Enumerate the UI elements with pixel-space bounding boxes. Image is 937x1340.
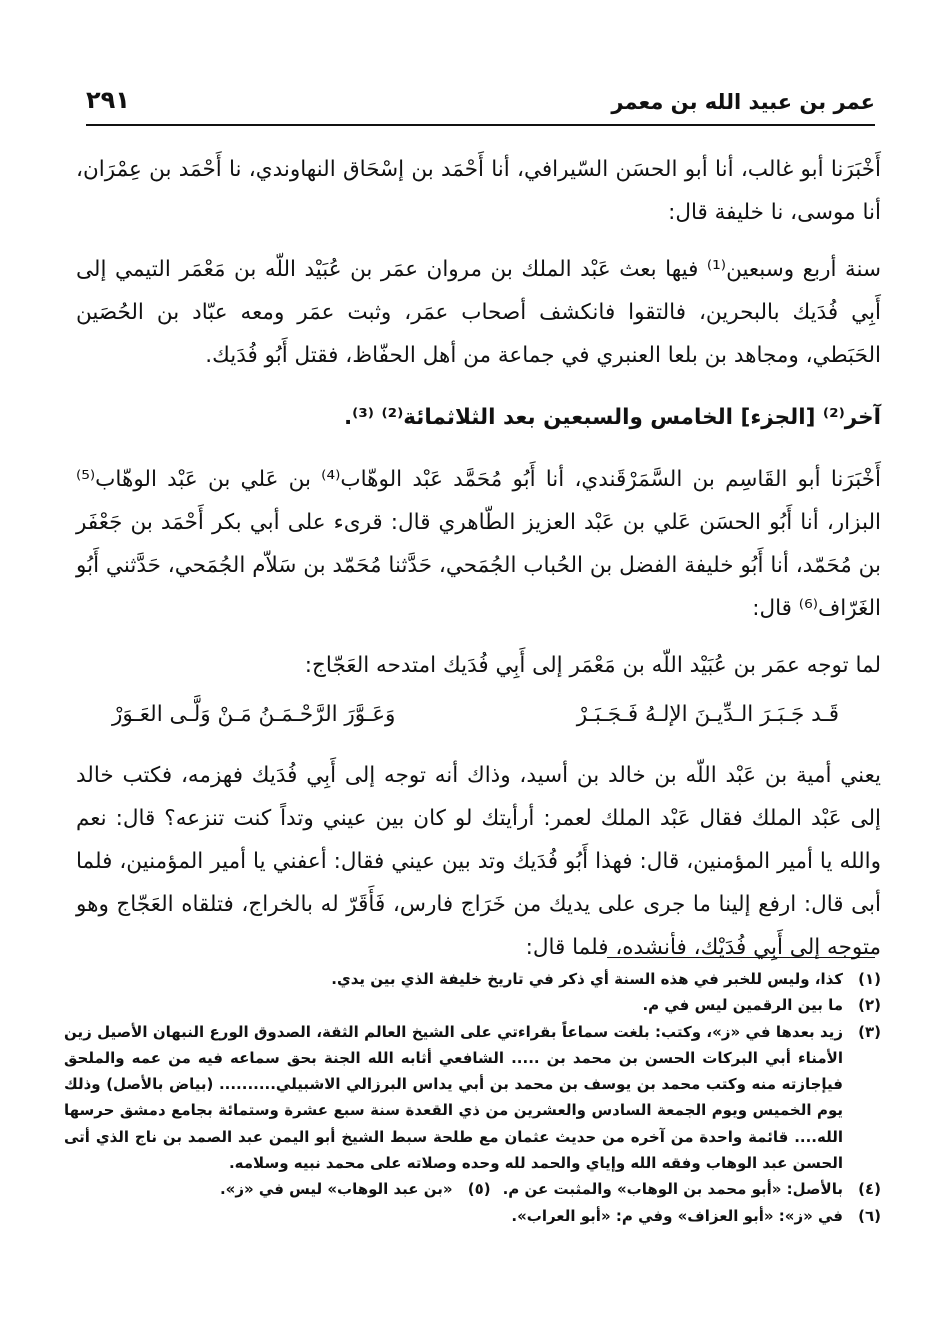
- paragraph-isnad-2: أَخْبَرَنا أبو القَاسِم بن السَّمَرْقَندي، أنا أَبُو مُحَمَّد عَبْد الوهّاب⁽⁴⁾ بن عَلي بن عَبْد الوهّاب⁽⁵⁾ البزار، أنا أَبُو الحسَن عَلي بن عَبْد العزيز الطّاهري قال: قرىء على أبي بكر أَحْمَد بن جَعْفَر بن مُحَمّد، أنا أَبُو خليفة الفضل بن الحُباب الجُمَحي، حَدَّثنا مُحَمّد بن سَلاّم الجُمَحي، حَدَّثني أَبُو الغَرّاف⁽⁶⁾ قال:: [76, 467, 881, 621]
- footnote-number: (١): [858, 970, 881, 988]
- paragraph-isnad-1: أَخْبَرَنا أبو غالب، أنا أبو الحسَن السّيرافي، أنا أَحْمَد بن إسْحَاق النهاوندي، نا أَحْمَد بن عِمْرَان، أنا موسى، نا خليفة قال:: [76, 157, 881, 225]
- paragraph-part-end: آخر⁽²⁾ [الجزء] الخامس والسبعين بعد الثلاثمائة⁽²⁾ ⁽³⁾.: [343, 405, 881, 430]
- footnote-text: «بن عبد الوهاب» ليس في «ز».: [219, 1180, 453, 1199]
- footnote-number: (٦): [858, 1206, 881, 1225]
- footnote-6: [64, 1203, 881, 1229]
- footnote-4-5: [64, 1176, 881, 1202]
- footnote-1: [64, 966, 881, 992]
- footnote-number: (٢): [858, 996, 881, 1015]
- paragraph-poem-intro: لما توجه عمَر بن عُبَيْد اللّه بن مَعْمَر إلى أَبِي فُدَيك امتدحه العَجّاج:: [304, 653, 881, 678]
- running-title: عمر بن عبيد الله بن معمر: [611, 90, 875, 114]
- footnotes: [64, 966, 881, 1229]
- paragraph-narrative: يعني أمية بن عَبْد اللّه بن خالد بن أسيد، وذاك أنه توجه إلى أَبِي فُدَيك فهزمه، فكتب خالد إلى عَبْد الملك فقال عَبْد الملك لعمر: أرأيتك لو كان بين عيني وتداً كنت تنزعه؟ قال: نعم والله يا أمير المؤمنين، قال: فهذا أَبُو فُدَيك وتد بين عيني فقال: أعفني يا أمير المؤمنين، فلما أبى قال: ارفع إلينا ما جرى على يديك من خَرَاج فارس، فَأَقَرّ له بالخراج، فتلقاه العَجّاج وهو متوجه إلى أَبِي فُدَيْك، فأنشده، فلما قال:: [76, 763, 881, 960]
- footnote-text: بالأصل: «أبو محمد بن الوهاب» والمثبت عن م.: [502, 1180, 843, 1199]
- footnote-number: (٤): [858, 1180, 881, 1199]
- paragraph-year-74: سنة أربع وسبعين⁽¹⁾ فيها بعث عَبْد الملك بن مروان عمَر بن عُبَيْد اللّه بن مَعْمَر التيمي إلى أَبِي فُدَيك بالبحرين، فالتقوا فانكشف أصحاب عمَر، وثبت عمَر ومعه عبّاد بن الحُصَين الحَبَطي، ومجاهد بن بلعا العنبري في جماعة من أهل الحفّاظ، فقتل أَبُو فُدَيك.: [76, 257, 881, 368]
- footnote-number: (٥): [467, 1180, 491, 1199]
- page-header: [86, 84, 875, 120]
- poem-hemistich-right: قَـد جَـبَـرَ الـدِّيـنَ الإلـهُ فَـجَـبَـرْ: [576, 702, 839, 727]
- footnote-number: (٣): [858, 1022, 881, 1041]
- main-text: [76, 148, 881, 988]
- footnote-text: في «ز»: «أبو العزاف» وفي م: «أبو العراب».: [511, 1206, 843, 1225]
- footnote-text: كذا، وليس للخبر في هذه السنة أي ذكر في تاريخ خليفة الذي بين يدي.: [331, 970, 843, 988]
- header-divider: [86, 124, 875, 126]
- footnote-text: ما بين الرقمين ليس في م.: [642, 996, 843, 1015]
- footnote-2: [64, 992, 881, 1018]
- footnote-3: [64, 1019, 881, 1177]
- poem-verse: [76, 693, 881, 736]
- footnote-divider: [607, 957, 875, 958]
- footnote-text: زيد بعدها في «ز»، وكتب: بلغت سماعاً بقراءتي على الشيخ العالم الثقة، الصدوق الورع النبهان الأصيل زين الأمناء أبي البركات الحسن بن محمد بن ..... الشافعي أثابه الله الجنة بحق سماعه فيه من عمه والملحق فيإجازته منه وكتب محمد بن يوسف بن محمد بن أبي يداس البرزالي الاشبيلي.......... (بياض بالأصل) وذلك يوم الخميس ويوم الجمعة السادس والعشرين من ذي القعدة سنة سبع عشرة وستمائة بجامع دمشق حرسها الله.... قائمة واحدة من آخره من حديث عثمان مع طلحة سبط الشيخ أبو اليمن عبد الصمد بن ناج الذي أتى الحسن عبد الوهاب وفقه الله وإياي والحمد لله وحده وصلاته على محمد نبيه وسلامه.: [64, 1022, 843, 1173]
- page-number: ٢٩١: [86, 86, 130, 114]
- poem-hemistich-left: وَعَـوَّرَ الرَّحْـمَـنُ مَـنْ وَلَّـى العَـوَرْ: [112, 702, 396, 727]
